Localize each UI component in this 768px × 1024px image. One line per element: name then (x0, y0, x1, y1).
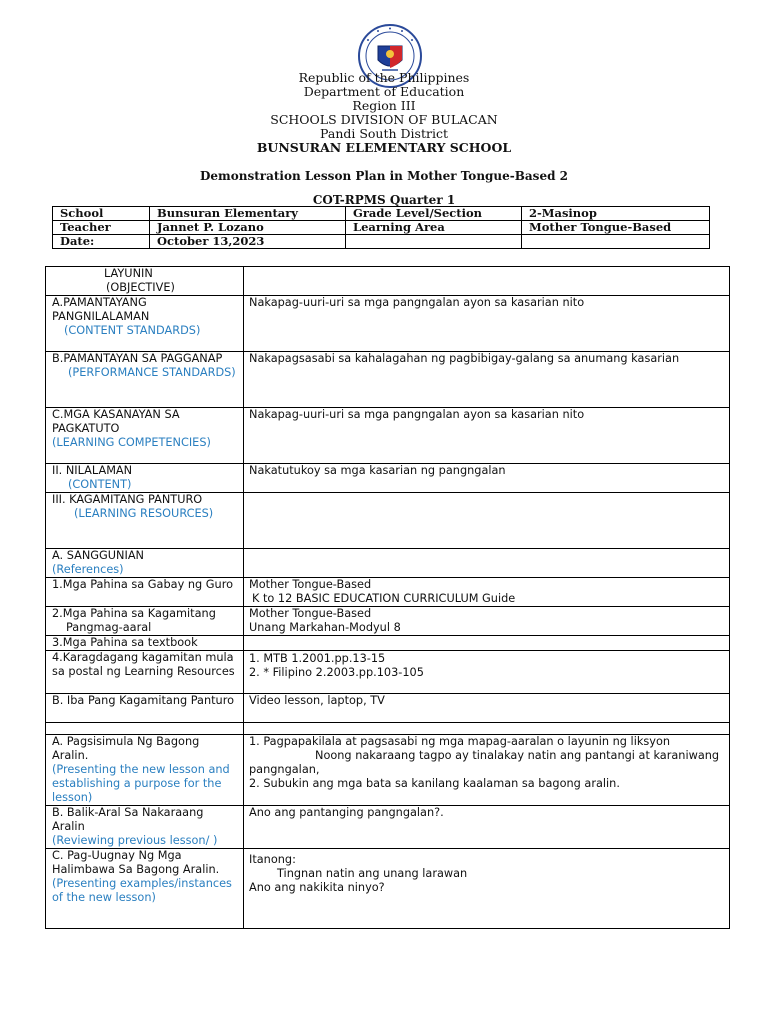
references-label: A. SANGGUNIAN (52, 549, 145, 562)
table-row (46, 636, 730, 651)
table-row (46, 849, 730, 929)
row-label (46, 296, 244, 352)
additional-materials-line1: 1. MTB 1.2001.pp.13-15 (249, 652, 386, 665)
textbook-value (244, 636, 730, 651)
learning-resources-value (244, 493, 730, 549)
empty-cell (244, 723, 730, 735)
new-lesson-label: A. Pagsisimula Ng Bagong Aralin. (52, 735, 200, 762)
row-content (244, 849, 730, 929)
teacher-value: Jannet P. Lozano (150, 221, 346, 235)
row-content (244, 578, 730, 607)
references-sublabel: (References) (52, 563, 124, 576)
new-lesson-line3: 2. Subukin ang mga bata sa kanilang kaalaman sa bagong aralin. (249, 777, 620, 790)
quarter-label: COT-RPMS Quarter 1 (312, 193, 456, 207)
header-district: Pandi South District (320, 126, 448, 141)
row-label (46, 607, 244, 636)
date-label: Date: (53, 235, 150, 249)
objective-label: LAYUNIN (104, 267, 153, 280)
header-department: Department of Education (303, 84, 465, 99)
objective-content (244, 267, 730, 296)
table-row (46, 651, 730, 694)
additional-materials-label: 4.Karagdagang kagamitan mula sa postal ng Learning Resources (46, 651, 244, 694)
table-row (46, 694, 730, 723)
new-lesson-line2: Noong nakaraang tagpo ay tinalakay natin ang pantangi at karaniwang pangngalan, (249, 749, 720, 776)
lesson-plan-table (45, 266, 730, 929)
empty-cell (346, 235, 522, 249)
row-content (244, 607, 730, 636)
table-row (46, 735, 730, 806)
teacher-label: Teacher (53, 221, 150, 235)
row-label (46, 493, 244, 549)
learning-competencies-sublabel: (LEARNING COMPETENCIES) (52, 436, 211, 449)
row-content (244, 651, 730, 694)
row-label (46, 806, 244, 849)
content-standards-label: A.PAMANTAYANG PANGNILALAMAN (52, 296, 150, 323)
table-row (46, 607, 730, 636)
header-republic: Republic of the Philippines (298, 70, 470, 85)
objective-header (46, 267, 244, 296)
row-label (46, 849, 244, 929)
row-label (46, 735, 244, 806)
content-standards-sublabel: (CONTENT STANDARDS) (64, 324, 201, 337)
table-row (46, 408, 730, 464)
learner-material-label: 2.Mga Pahina sa Kagamitang (52, 607, 216, 620)
table-row (46, 296, 730, 352)
new-lesson-line1: 1. Pagpapakilala at pagsasabi ng mga mapag-aaralan o layunin ng liksyon (249, 735, 671, 748)
nilalaman-label: II. NILALAMAN (52, 464, 133, 477)
info-table (52, 206, 710, 249)
references-value (244, 549, 730, 578)
nilalaman-sublabel: (CONTENT) (68, 478, 132, 491)
examples-line3: Ano ang nakikita ninyo? (249, 881, 385, 894)
performance-standards-value: Nakapagsasabi sa kahalagahan ng pagbibigay-galang sa anumang kasarian (244, 352, 730, 408)
area-label: Learning Area (346, 221, 522, 235)
learner-material-line1: Mother Tongue-Based (249, 607, 372, 620)
table-row (46, 723, 730, 735)
review-label: B. Balik-Aral Sa Nakaraang Aralin (52, 806, 204, 833)
examples-line2: Tingnan natin ang unang larawan (277, 867, 468, 880)
performance-standards-label: B.PAMANTAYAN SA PAGGANAP (52, 352, 223, 365)
row-label (46, 408, 244, 464)
teacher-guide-label: 1.Mga Pahina sa Gabay ng Guro (46, 578, 244, 607)
school-label: School (53, 207, 150, 221)
row-label (46, 352, 244, 408)
document-title: Demonstration Lesson Plan in Mother Tongue-Based 2 (199, 169, 568, 183)
learning-resources-sublabel: (LEARNING RESOURCES) (74, 507, 214, 520)
school-value: Bunsuran Elementary (150, 207, 346, 221)
objective-sublabel: (OBJECTIVE) (106, 281, 175, 294)
table-row (46, 464, 730, 493)
table-row (46, 549, 730, 578)
row-label (46, 464, 244, 493)
empty-cell (522, 235, 710, 249)
grade-label: Grade Level/Section (346, 207, 522, 221)
examples-label: C. Pag-Uugnay Ng Mga Halimbawa Sa Bagong Aralin. (52, 849, 220, 876)
review-value: Ano ang pantanging pangngalan?. (244, 806, 730, 849)
examples-sublabel: (Presenting examples/instances of the new lesson) (52, 877, 232, 904)
header-division: SCHOOLS DIVISION OF BULACAN (270, 112, 498, 127)
learner-material-line2: Unang Markahan-Modyul 8 (249, 621, 401, 634)
examples-line1: Itanong: (249, 853, 296, 866)
school-name: BUNSURAN ELEMENTARY SCHOOL (256, 140, 512, 155)
date-value: October 13,2023 (150, 235, 346, 249)
content-standards-value: Nakapag-uuri-uri sa mga pangngalan ayon sa kasarian nito (244, 296, 730, 352)
nilalaman-value: Nakatutukoy sa mga kasarian ng pangngalan (244, 464, 730, 493)
learning-competencies-value: Nakapag-uuri-uri sa mga pangngalan ayon sa kasarian nito (244, 408, 730, 464)
empty-cell (46, 723, 244, 735)
other-materials-label: B. Iba Pang Kagamitang Panturo (46, 694, 244, 723)
new-lesson-sublabel: (Presenting the new lesson and establishing a purpose for the lesson) (52, 763, 230, 804)
table-row (46, 352, 730, 408)
additional-materials-line2: 2. * Filipino 2.2003.pp.103-105 (249, 666, 424, 679)
teacher-guide-line2: K to 12 BASIC EDUCATION CURRICULUM Guide (252, 592, 516, 605)
table-row (46, 806, 730, 849)
textbook-label: 3.Mga Pahina sa textbook (46, 636, 244, 651)
table-row (46, 267, 730, 296)
review-sublabel: (Reviewing previous lesson/ ) (52, 834, 218, 847)
learning-competencies-label: C.MGA KASANAYAN SA PAGKATUTO (52, 408, 180, 435)
table-row (46, 493, 730, 549)
row-label (46, 549, 244, 578)
learning-resources-label: III. KAGAMITANG PANTURO (52, 493, 203, 506)
header-region: Region III (352, 98, 416, 113)
performance-standards-sublabel: (PERFORMANCE STANDARDS) (68, 366, 236, 379)
teacher-guide-line1: Mother Tongue-Based (249, 578, 372, 591)
row-content (244, 735, 730, 806)
grade-value: 2-Masinop (522, 207, 710, 221)
table-row (46, 578, 730, 607)
area-value: Mother Tongue-Based (522, 221, 710, 235)
other-materials-value: Video lesson, laptop, TV (244, 694, 730, 723)
learner-material-label2: Pangmag-aaral (66, 621, 152, 634)
